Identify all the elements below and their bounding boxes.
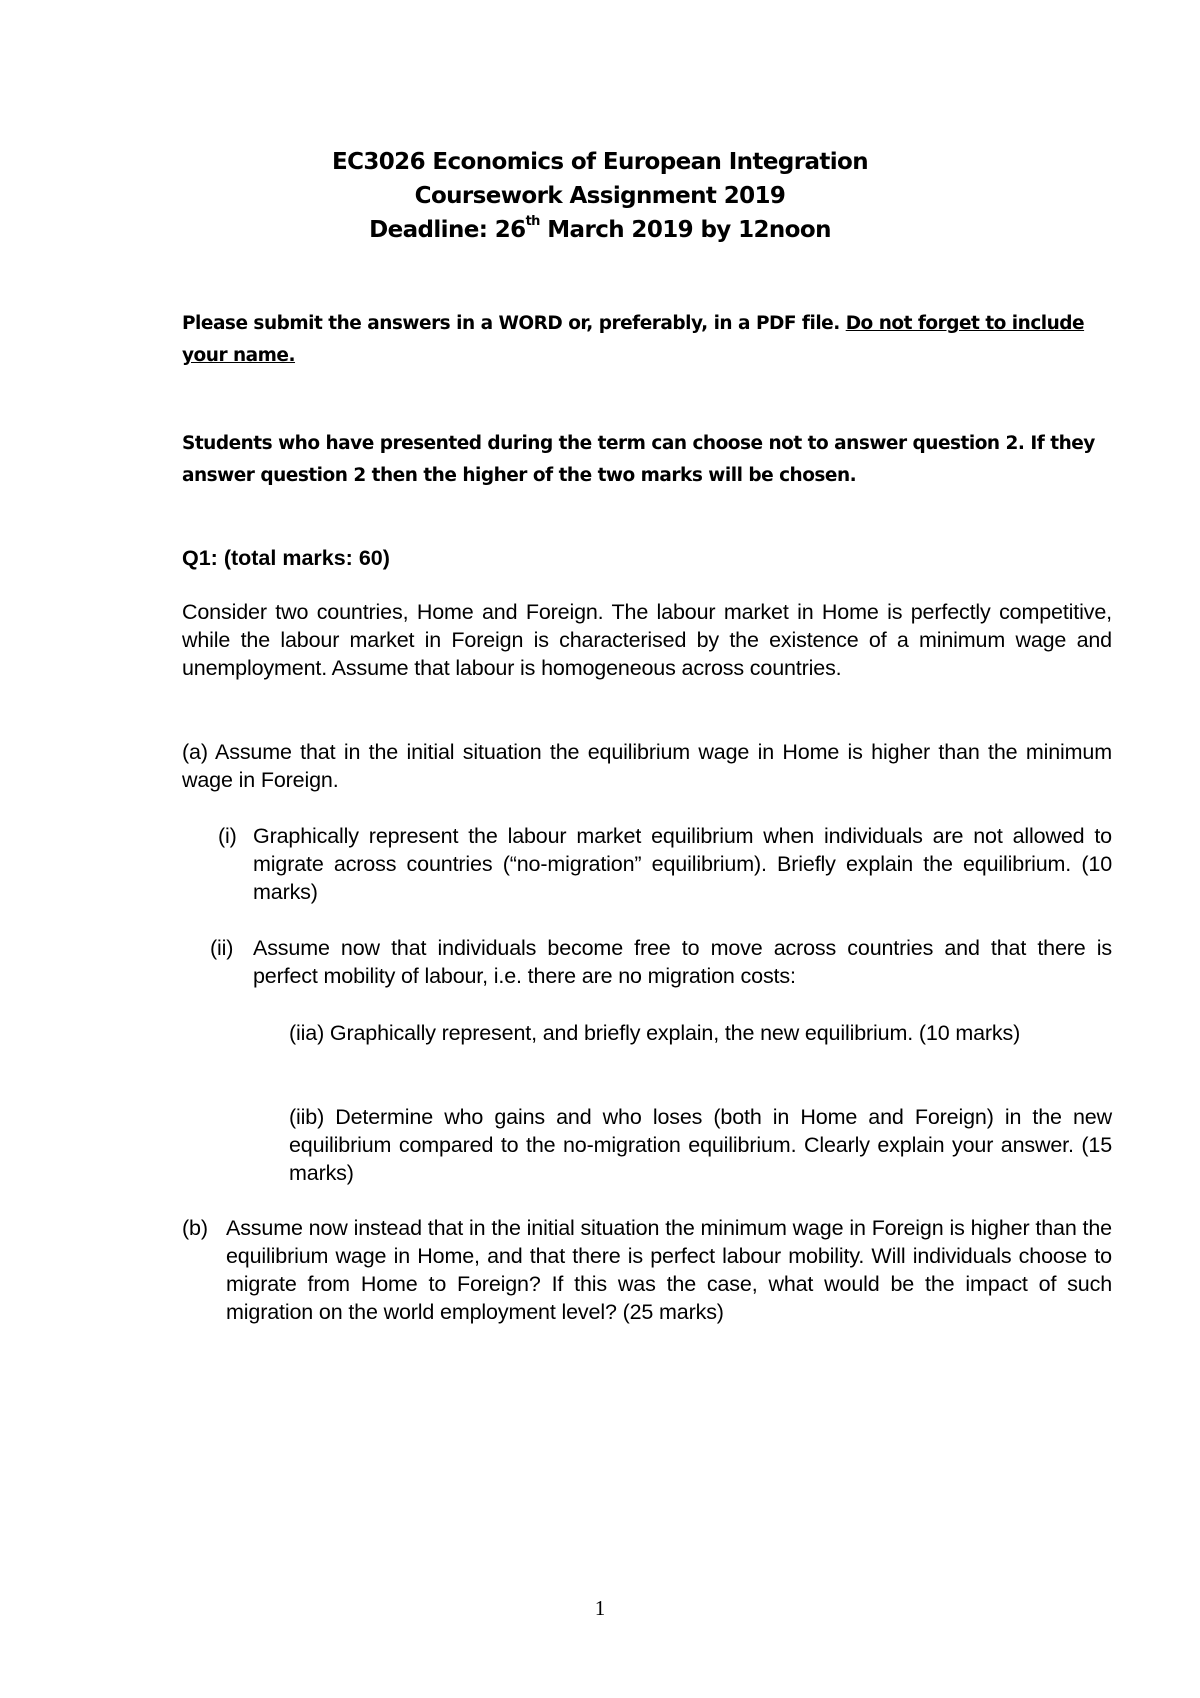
question-1-intro: Consider two countries, Home and Foreign. The labour market in Home is perfectly competitive, while the labour market in Foreign is characterised by the existence of a minimum wage and unemployment. Assume that labour is homogeneous across countries.	[182, 600, 1112, 680]
part-a-i	[218, 822, 1112, 906]
part-a-ii-text: Assume now that individuals become free to move across countries and that there is perfect mobility of labour, i.e. there are no migration costs:	[253, 936, 1112, 988]
deadline-prefix: Deadline: 26	[369, 217, 526, 243]
question-1-title: Q1: (total marks: 60)	[182, 546, 390, 570]
submission-text: Please submit the answers in a WORD or, preferably, in a PDF file.	[182, 313, 846, 334]
page-number: 1	[594, 1596, 606, 1620]
name-reminder: Do not forget to include your name.	[182, 313, 1085, 366]
part-a-iib-text: (iib) Determine who gains and who loses (both in Home and Foreign) in the new equilibrium compared to the no-migration equilibrium. Clearly explain your answer. (15 marks)	[289, 1105, 1112, 1185]
part-a-i-label: (i)	[218, 824, 237, 848]
presenters-instructions: Students who have presented during the term can choose not to answer question 2. If they answer question 2 then the higher of the two marks will be chosen.	[182, 433, 1095, 486]
part-b-label: (b)	[182, 1216, 208, 1240]
part-a-text: (a) Assume that in the initial situation the equilibrium wage in Home is higher than the minimum wage in Foreign.	[182, 740, 1112, 792]
part-a-i-text: Graphically represent the labour market equilibrium when individuals are not allowed to migrate across countries (“no-migration” equilibrium). Briefly explain the equilibrium. (10 marks)	[253, 824, 1112, 904]
part-b-text: Assume now instead that in the initial situation the minimum wage in Foreign is higher than the equilibrium wage in Home, and that there is perfect labour mobility. Will individuals choose to migrate from Home to Foreign? If this was the case, what would be the impact of such migration on the world employment level? (25 marks)	[226, 1216, 1112, 1324]
assignment-title: Coursework Assignment 2019	[414, 183, 786, 209]
deadline	[0, 214, 1200, 243]
course-title: EC3026 Economics of European Integration	[331, 149, 869, 175]
deadline-suffix: March 2019 by 12noon	[539, 217, 831, 243]
part-b	[182, 1214, 1112, 1326]
submission-instructions	[182, 308, 1110, 372]
part-a-ii	[210, 934, 1112, 990]
part-a-iia-text: (iia) Graphically represent, and briefly explain, the new equilibrium. (10 marks)	[289, 1021, 1021, 1045]
part-a-ii-label: (ii)	[210, 936, 234, 960]
deadline-ordinal: th	[525, 214, 540, 229]
